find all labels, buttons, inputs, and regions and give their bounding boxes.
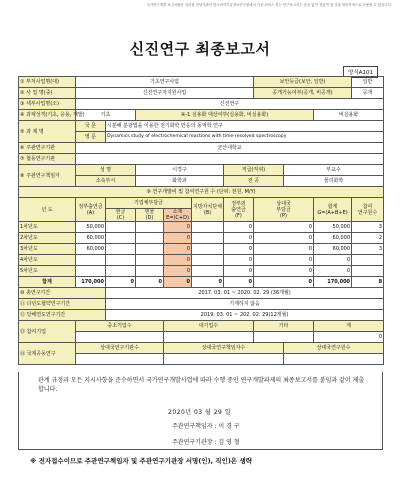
budget-sum-row <box>19 277 384 288</box>
row-cooperating-institution <box>19 154 384 165</box>
page-title: 신진연구 최종보고서 <box>129 40 271 58</box>
budget-cell-local <box>192 233 224 244</box>
row-project-type <box>19 110 384 121</box>
field-label: 상대국연구책임자수 <box>164 343 284 354</box>
field-value: 공개 <box>352 88 384 99</box>
budget-cell-etc: 0 <box>224 244 254 255</box>
budget-cell-year: 합계 <box>19 277 76 288</box>
field-label: ⑬ 참여기업 <box>19 321 76 343</box>
field-value <box>284 354 384 365</box>
budget-cell-etc: 0 <box>224 222 254 233</box>
budget-row <box>19 255 384 266</box>
field-value <box>76 332 164 343</box>
budget-cell-people: 2 <box>352 233 384 244</box>
budget-cell-sub: 0 <box>164 244 192 255</box>
field-value: 기재하지 않음 <box>106 299 384 310</box>
budget-cell-kind <box>136 255 164 266</box>
field-label: 대기업수 <box>164 321 254 332</box>
budget-cell-people <box>352 255 384 266</box>
row-sub-program <box>19 99 384 110</box>
budget-cell-kind <box>136 244 164 255</box>
budget-cell-foreign: 0 <box>254 233 314 244</box>
budget-cell-etc: 0 <box>224 255 254 266</box>
footnote: ※ 전자접수이므로 주관연구책임자 및 주관연구기관장 서명(인), 직인)은 생략 <box>30 457 252 465</box>
col-local: 지방자치단체 (B) <box>192 198 224 222</box>
budget-cell-gov <box>76 255 106 266</box>
project-title-english: Dynamics study of electrochemical reactions with time-resolved spectroscopy <box>106 132 384 143</box>
field-value: 일반 <box>352 77 384 88</box>
budget-cell-sub: 0 <box>164 255 192 266</box>
field-label: 소속부서 <box>76 176 136 187</box>
budget-cell-sub: 0 <box>164 266 192 277</box>
row-multiyear-period <box>19 299 384 310</box>
budget-cell-local <box>192 255 224 266</box>
field-label: 전 공 <box>224 176 284 187</box>
row-budget-header-1 <box>19 198 384 209</box>
field-label: ⑪ 다년도협약연구기간 <box>19 299 106 310</box>
col-etc: 정부외 출연금 (F) <box>224 198 254 222</box>
field-label: ④ 과제성격(기초, 응용, 개발) <box>19 110 76 121</box>
budget-cell-cash <box>106 255 136 266</box>
budget-cell-local <box>192 266 224 277</box>
col-gov: 정부출연금 (A) <box>76 198 106 222</box>
field-value: 2019. 03. 01 ~ 202. 02. 29(12개월) <box>106 310 384 321</box>
budget-cell-local <box>192 222 224 233</box>
budget-cell-year: 2차년도 <box>19 233 76 244</box>
row-host-institution <box>19 143 384 154</box>
budget-cell-etc: 0 <box>224 233 254 244</box>
field-label: ⑩ 총연구기간 <box>19 288 106 299</box>
budget-cell-year: 1차년도 <box>19 222 76 233</box>
field-label: 상대국연구원수 <box>284 343 384 354</box>
budget-cell-people: 8 <box>352 277 384 288</box>
row-participants-1 <box>19 321 384 332</box>
field-label: ⑫ 당해연도연구기간 <box>19 310 106 321</box>
field-label: 상대국연구기관수 <box>76 343 164 354</box>
field-value <box>76 154 384 165</box>
field-value <box>164 332 254 343</box>
institution-head-signature: 주관연구기관장 : 김 영 철 <box>172 439 240 446</box>
submission-date: 2020년 03 월 29 일 <box>168 409 232 416</box>
field-label: ② 사 업 명(중) <box>19 88 76 99</box>
budget-cell-foreign: 0 <box>254 244 314 255</box>
budget-row <box>19 233 384 244</box>
col-cash: 현금 (C) <box>106 209 136 222</box>
field-value: 비실용화 <box>314 110 384 121</box>
budget-cell-year: 3차년도 <box>19 244 76 255</box>
budget-cell-total: 0 <box>314 255 352 266</box>
field-value: 부교수 <box>284 165 384 176</box>
budget-cell-foreign: 0 <box>254 222 314 233</box>
budget-cell-kind <box>136 266 164 277</box>
field-value <box>254 332 314 343</box>
row-pi-1 <box>19 165 384 176</box>
row-intl-1 <box>19 343 384 354</box>
budget-cell-cash <box>106 266 136 277</box>
budget-cell-sub: 0 <box>164 222 192 233</box>
report-form-table <box>18 76 384 365</box>
row-budget-title <box>19 187 384 198</box>
budget-cell-gov: 50,000 <box>76 222 106 233</box>
pi-signature: 주관연구책임자 : 이 경 구 <box>172 423 240 430</box>
budget-cell-sub: 0 <box>164 277 192 288</box>
budget-row <box>19 266 384 277</box>
budget-cell-people <box>352 266 384 277</box>
form-number-badge: 양식A101 <box>343 66 378 78</box>
field-label: ① 부처사업명(대) <box>19 77 76 88</box>
col-subtotal: 소계 E=(C+D) <box>164 209 192 222</box>
budget-cell-gov: 60,000 <box>76 244 106 255</box>
row-title-korean <box>19 121 384 132</box>
row-ministry-program <box>19 77 384 88</box>
budget-cell-cash: 0 <box>106 277 136 288</box>
row-program-name <box>19 88 384 99</box>
field-label: ⑧ 주관연구책임자 <box>19 165 76 187</box>
budget-cell-cash <box>106 222 136 233</box>
budget-row <box>19 244 384 255</box>
field-value: 화학과 <box>136 176 224 187</box>
field-label: 공개가능여부(공개, 비공개) <box>254 88 352 99</box>
budget-cell-total: 50,000 <box>314 222 352 233</box>
field-label: 성 명 <box>76 165 136 176</box>
col-company: 기업체부담금 <box>106 198 192 209</box>
budget-cell-gov <box>76 266 106 277</box>
field-value: 2017. 03. 01 ~ 2020. 02. 29 (36개월) <box>106 288 384 299</box>
col-kind: 현물 (D) <box>136 209 164 222</box>
budget-cell-year: 5차년도 <box>19 266 76 277</box>
field-label: ⑦ 협동연구기관 <box>19 154 76 165</box>
budget-cell-people: 3 <box>352 244 384 255</box>
budget-cell-gov: 60,000 <box>76 233 106 244</box>
field-value: 기초 <box>76 110 136 121</box>
top-notice: 국가연구개발 보고서원문 성과물 전담기관인 한국과학기술정보연구원에서 가공·서비스 하는 연구보고서는 동의 없이 상업적 및 기타 영리목적으로 사용할 수 없습니다. <box>146 3 392 7</box>
field-label: ⑥ 주관연구기관 <box>19 143 76 154</box>
col-foreign: 상대국 부담금 (P) <box>254 198 314 222</box>
col-people: 참여 연구원수 <box>352 198 384 222</box>
budget-cell-foreign: 0 <box>254 277 314 288</box>
row-current-period <box>19 310 384 321</box>
budget-cell-cash <box>106 244 136 255</box>
budget-cell-local: 0 <box>192 277 224 288</box>
field-label: 계 <box>314 321 384 332</box>
budget-cell-kind <box>136 222 164 233</box>
field-value: 군산대학교 <box>76 143 384 154</box>
budget-cell-people: 3 <box>352 222 384 233</box>
budget-cell-etc: 0 <box>224 277 254 288</box>
budget-cell-gov: 170,000 <box>76 277 106 288</box>
budget-row <box>19 222 384 233</box>
budget-cell-foreign: 0 <box>254 255 314 266</box>
budget-cell-foreign: 0 <box>254 266 314 277</box>
col-total: 합계 G=(A+B+E) <box>314 198 352 222</box>
budget-cell-year: 4차년도 <box>19 255 76 266</box>
field-value: 이경구 <box>136 165 224 176</box>
budget-cell-sub: 0 <box>164 233 192 244</box>
budget-cell-total: 60,000 <box>314 244 352 255</box>
declaration-text: 관계 규정과 모든 지시사항을 준수하면서 국가연구개발사업에 따라 수행 중인 연구개발과제의 최종보고서를 붙임과 같이 제출 합니다. <box>38 377 365 393</box>
project-title-korean: 시분해 분광법을 이용한 전기화학 반응의 동역학 연구 <box>106 121 384 132</box>
field-value: 신진연구 <box>76 99 384 110</box>
field-label: 직급(직위) <box>224 165 284 176</box>
budget-cell-local <box>192 244 224 255</box>
field-value: 물리화학 <box>284 176 384 187</box>
budget-cell-kind <box>136 233 164 244</box>
field-label: ③ 세부사업명(소) <box>19 99 76 110</box>
budget-cell-total: 60,000 <box>314 233 352 244</box>
field-value: 0 <box>314 332 384 343</box>
row-total-period <box>19 288 384 299</box>
field-value <box>164 354 284 365</box>
field-label: 영 문 <box>76 132 106 143</box>
field-value: 신진연구자지원사업 <box>76 88 254 99</box>
field-value: 기초연구사업 <box>76 77 254 88</box>
budget-cell-kind: 0 <box>136 277 164 288</box>
field-value <box>76 354 164 365</box>
field-label: 국 문 <box>76 121 106 132</box>
field-label: 중소기업수 <box>76 321 164 332</box>
field-label: ⑤ 과 제 명 <box>19 121 76 143</box>
col-year: 년 도 <box>19 198 76 222</box>
field-label: 기타 <box>254 321 314 332</box>
field-label: ⑭ 국제공동연구 <box>19 343 76 365</box>
budget-cell-total: 0 <box>314 266 352 277</box>
budget-cell-cash <box>106 233 136 244</box>
budget-cell-total: 170,000 <box>314 277 352 288</box>
budget-title: ⑨ 연구개발비 및 참여연구원 수 (단위: 천원, M/Y) <box>19 187 384 198</box>
field-label: ④-1 실용화 대상여부(실용화, 비실용화) <box>136 110 314 121</box>
budget-cell-etc: 0 <box>224 266 254 277</box>
field-label: 보안등급(보안, 일반) <box>254 77 352 88</box>
